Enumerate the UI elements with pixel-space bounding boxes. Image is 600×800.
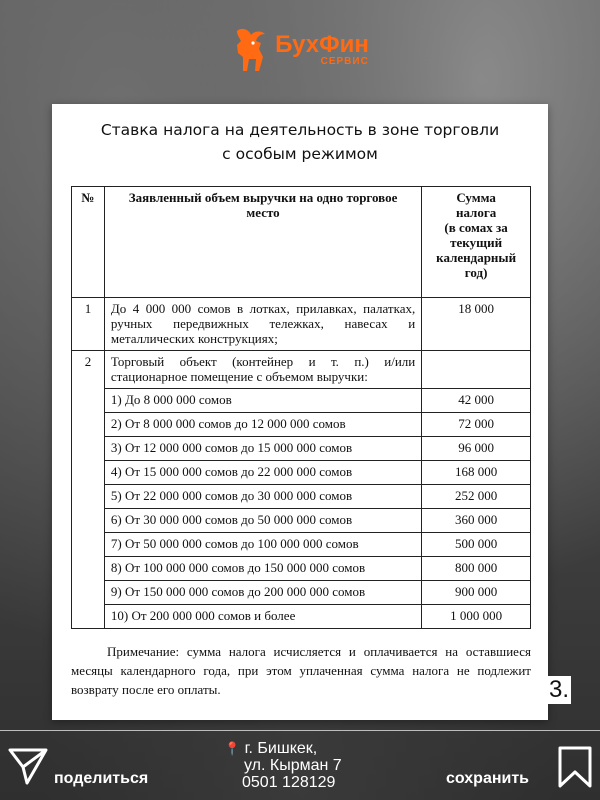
row-number: 1 — [72, 298, 105, 351]
title-line: с особым режимом — [222, 145, 378, 163]
brand-logo — [0, 24, 600, 76]
subrow-sum: 42 000 — [422, 389, 531, 413]
table-subrow — [72, 461, 531, 485]
logo-subtitle: СЕРВИС — [320, 56, 369, 67]
document-card — [52, 104, 548, 720]
table-row — [72, 298, 531, 351]
subrow-sum: 500 000 — [422, 533, 531, 557]
subrow-sum: 900 000 — [422, 581, 531, 605]
subrow-sum: 72 000 — [422, 413, 531, 437]
subrow-sum: 360 000 — [422, 509, 531, 533]
table-subrow — [72, 509, 531, 533]
document-note: Примечание: сумма налога исчисляется и оплачивается на оставшиеся месяцы календарного года, при этом уплаченная сумма налога не подлежит возврату после его оплаты. — [71, 644, 531, 697]
row-sum-empty — [422, 351, 531, 389]
subrow-description: 10) От 200 000 000 сомов и более — [104, 605, 421, 629]
logo-name: БухФин — [275, 31, 369, 58]
header-sum: Сумма налога (в сомах за текущий календарный год) — [422, 187, 531, 298]
table-subrow — [72, 413, 531, 437]
header-description: Заявленный объем выручки на одно торговое место — [104, 187, 421, 298]
table-subrow — [72, 437, 531, 461]
footer-divider — [0, 730, 600, 731]
row-description: До 4 000 000 сомов в лотках, прилавках, палатках, ручных передвижных тележках, навесах и металлических конструкциях; — [104, 298, 421, 351]
subrow-sum: 1 000 000 — [422, 605, 531, 629]
table-row — [72, 351, 531, 389]
row-number: 2 — [72, 351, 105, 629]
subrow-description: 9) От 150 000 000 сомов до 200 000 000 сомов — [104, 581, 421, 605]
subrow-sum: 168 000 — [422, 461, 531, 485]
subrow-description: 5) От 22 000 000 сомов до 30 000 000 сомов — [104, 485, 421, 509]
address-block — [224, 740, 342, 791]
table-subrow — [72, 581, 531, 605]
subrow-sum: 252 000 — [422, 485, 531, 509]
document-title — [52, 118, 548, 166]
title-line: Ставка налога на деятельность в зоне торговли — [100, 121, 500, 139]
subrow-description: 2) От 8 000 000 сомов до 12 000 000 сомов — [104, 413, 421, 437]
subrow-description: 3) От 12 000 000 сомов до 15 000 000 сомов — [104, 437, 421, 461]
subrow-description: 1) До 8 000 000 сомов — [104, 389, 421, 413]
subrow-sum: 800 000 — [422, 557, 531, 581]
table-subrow — [72, 605, 531, 629]
row-description: Торговый объект (контейнер и т. п.) и/или стационарное помещение с объемом выручки: — [104, 351, 421, 389]
page-number: 3. — [549, 676, 570, 703]
table-header-row — [72, 187, 531, 298]
subrow-description: 4) От 15 000 000 сомов до 22 000 000 сомов — [104, 461, 421, 485]
tax-rate-table — [71, 186, 531, 629]
table-subrow — [72, 389, 531, 413]
subrow-description: 6) От 30 000 000 сомов до 50 000 000 сомов — [104, 509, 421, 533]
address-city: г. Бишкек, — [244, 740, 318, 757]
share-button[interactable]: поделиться — [54, 770, 149, 787]
bookmark-icon[interactable] — [557, 745, 593, 789]
subrow-description: 7) От 50 000 000 сомов до 100 000 000 сомов — [104, 533, 421, 557]
paper-plane-icon[interactable] — [7, 745, 49, 787]
table-subrow — [72, 485, 531, 509]
header-num: № — [72, 187, 105, 298]
save-button[interactable]: сохранить — [446, 770, 530, 787]
table-subrow — [72, 557, 531, 581]
row-sum: 18 000 — [422, 298, 531, 351]
table-subrow — [72, 533, 531, 557]
address-street: ул. Кырман 7 — [244, 757, 342, 774]
goat-logo-icon — [231, 27, 271, 73]
location-pin-icon: 📍 — [224, 741, 241, 756]
subrow-description: 8) От 100 000 000 сомов до 150 000 000 сомов — [104, 557, 421, 581]
subrow-sum: 96 000 — [422, 437, 531, 461]
phone-number[interactable]: 0501 128129 — [242, 774, 336, 791]
